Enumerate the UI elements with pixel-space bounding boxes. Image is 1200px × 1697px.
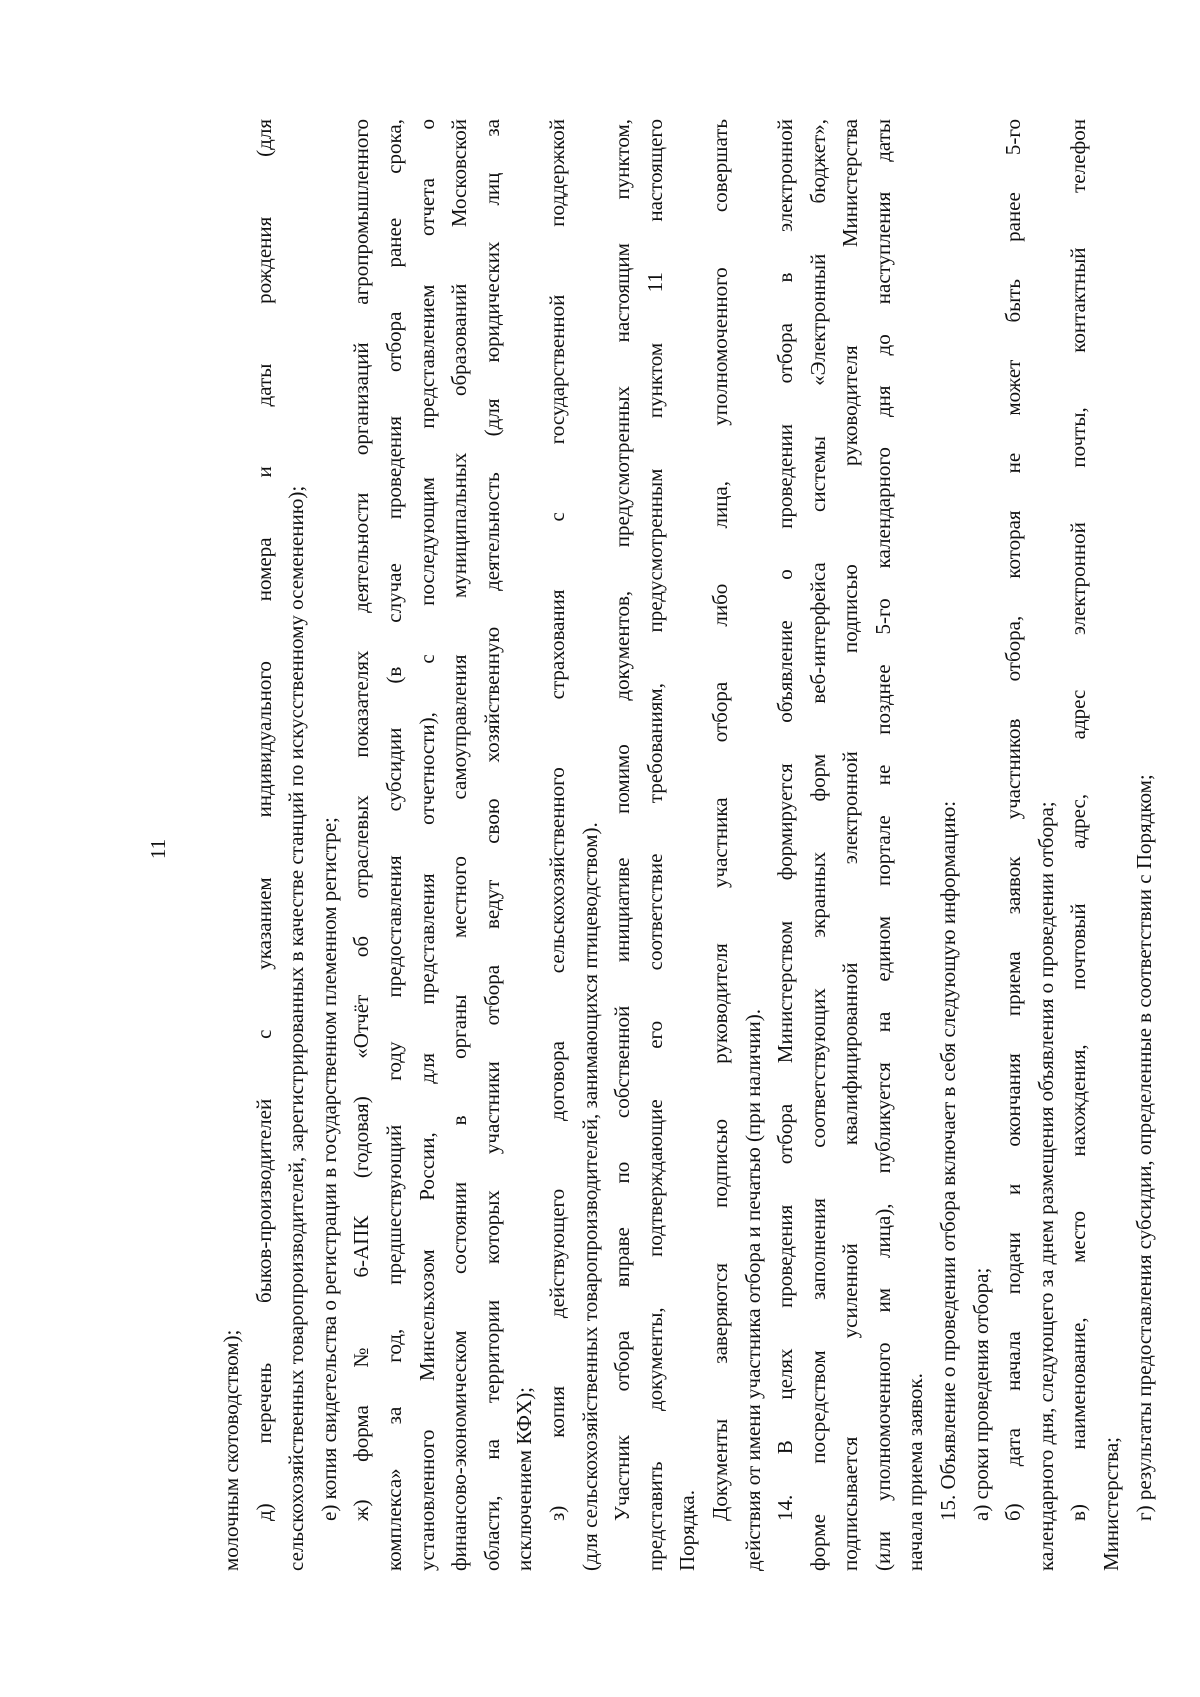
- text-line: начала приема заявок.: [903, 1373, 928, 1571]
- text-line: форме посредством заполнения соответствующих экранных форм веб-интерфейса системы «Электронный бюджет»,: [805, 119, 830, 1571]
- text-line: исключением КФХ);: [512, 1386, 537, 1571]
- text-line: б) дата начала подачи и окончания приема заявок участников отбора, которая не может быть ранее 5-го: [1001, 119, 1026, 1521]
- text-line: г) результаты предоставления субсидии, определенные в соответствии с Порядком;: [1131, 774, 1156, 1521]
- rotated-text-block: [105, 79, 1156, 1619]
- text-line: д) перечень быков-производителей с указанием индивидуального номера и даты рождения (для: [251, 119, 276, 1521]
- text-line: установленного Минсельхозом России, для представления отчетности), с последующим представлением отчета о: [414, 119, 439, 1571]
- text-line: действия от имени участника отбора и печатью (при наличии).: [740, 1008, 765, 1571]
- text-line: ж) форма № 6-АПК (годовая) «Отчёт об отраслевых показателях деятельности организаций агропромышленного: [349, 119, 374, 1521]
- page-number: 11: [146, 838, 170, 860]
- text-line: молочным скотоводством);: [219, 1329, 243, 1571]
- text-line: в) наименование, место нахождения, почтовый адрес, адрес электронной почты, контактный телефон: [1066, 119, 1091, 1521]
- text-line: е) копия свидетельства о регистрации в государственном племенном регистре;: [316, 817, 341, 1521]
- text-line: 15. Объявление о проведении отбора включает в себя следующую информацию:: [936, 800, 961, 1521]
- text-line: представить документы, подтверждающие его соответствие требованиям, предусмотренным пунктом 11 настоящего: [642, 119, 667, 1571]
- text-line: 14. В целях проведения отбора Министерством формируется объявление о проведении отбора в электронной: [773, 119, 798, 1521]
- text-line: з) копия действующего договора сельскохозяйственного страхования с государственной поддержкой: [544, 119, 569, 1521]
- text-line: Порядка.: [675, 1490, 700, 1571]
- text-line: (для сельскохозяйственных товаропроизводителей, занимающихся птицеводством).: [577, 822, 602, 1571]
- text-line: а) сроки проведения отбора;: [968, 1267, 993, 1521]
- text-line: (или уполномоченного им лица), публикуется на едином портале не позднее 5-го календарного дня до наступления даты: [870, 119, 895, 1571]
- text-line: области, на территории которых участники отбора ведут свою хозяйственную деятельность (для юридических лиц за: [479, 119, 504, 1571]
- text-line: Документы заверяются подписью руководителя участника отбора либо лица, уполномоченного совершать: [707, 119, 732, 1521]
- text-line: Участник отбора вправе по собственной инициативе помимо документов, предусмотренных настоящим пунктом,: [610, 119, 635, 1521]
- text-line: комплекса» за год, предшествующий году предоставления субсидии (в случае проведения отбора ранее срока,: [381, 119, 406, 1571]
- document-body: [215, 119, 1160, 1571]
- text-line: Министерства;: [1099, 1437, 1124, 1571]
- text-line: финансово-экономическом состоянии в органы местного самоуправления муниципальных образований Московской: [447, 119, 472, 1571]
- text-line: календарного дня, следующего за днем размещения объявления о проведении отбора;: [1033, 801, 1058, 1571]
- text-line: подписывается усиленной квалифицированной электронной подписью руководителя Министерства: [838, 119, 863, 1571]
- text-line: сельскохозяйственных товаропроизводителей, зарегистрированных в качестве станций по искусственному осеменению);: [284, 485, 309, 1571]
